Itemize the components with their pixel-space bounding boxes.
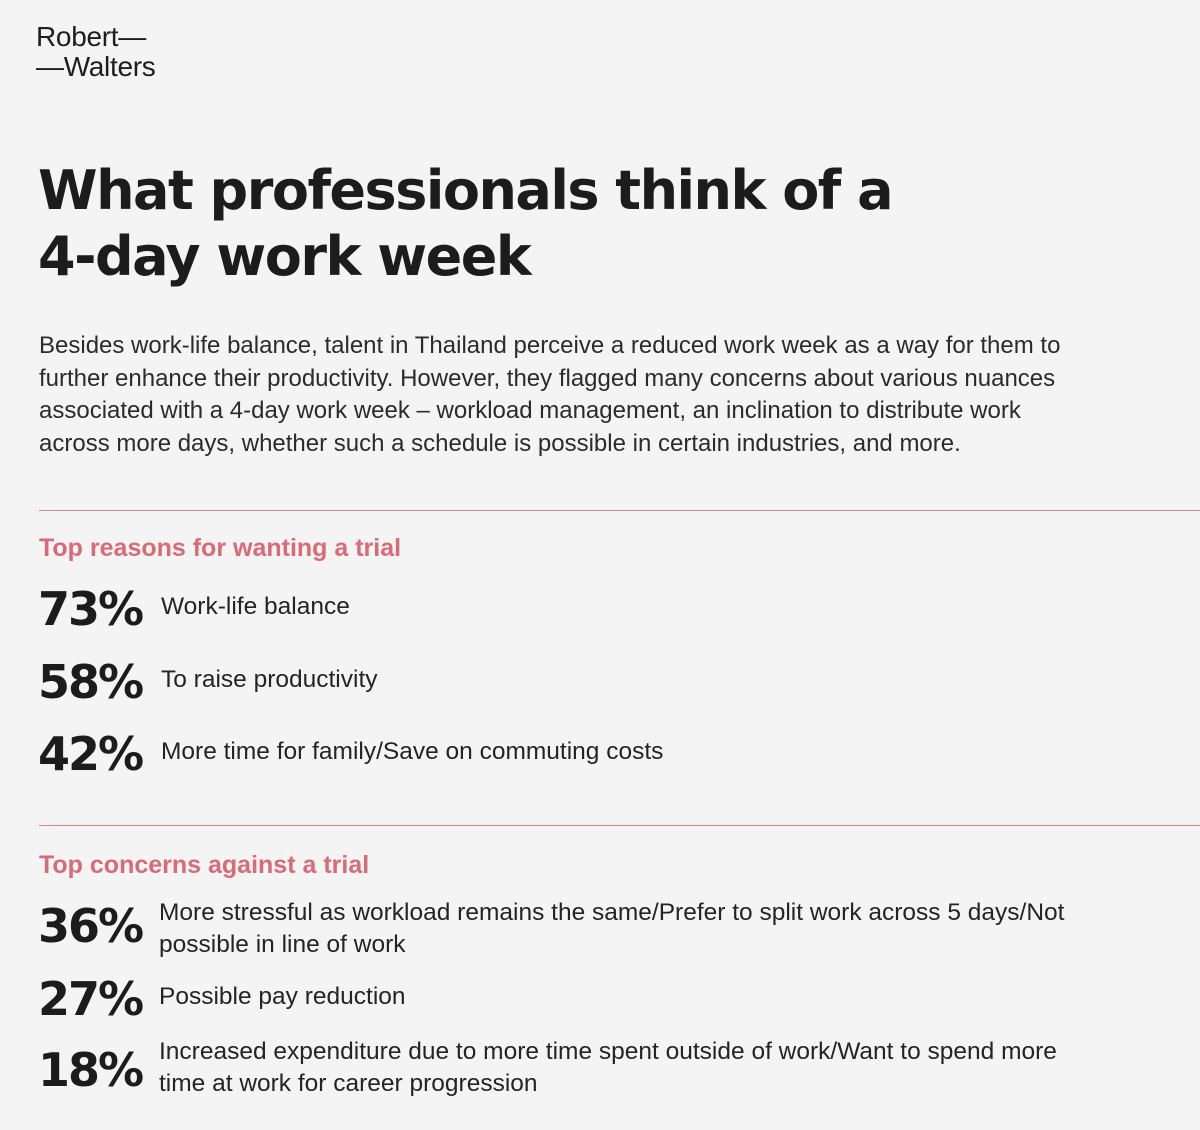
intro-paragraph [39,330,1189,460]
section-divider [39,510,1200,511]
intro-line: further enhance their productivity. However, they flagged many concerns about various nuances [39,364,1056,392]
reason-label [161,591,1171,623]
logo-line-1: Robert— [36,21,146,52]
concern-percent: 36% [38,899,143,953]
concern-label-line: More stressful as workload remains the same/Prefer to split work across 5 days/Not [159,899,1065,926]
concern-label [159,1036,1169,1100]
concern-label-line: time at work for career progression [159,1070,538,1097]
page-title-line-2: 4-day work week [38,225,531,288]
section-divider [39,825,1200,826]
concern-percent: 18% [38,1043,143,1097]
reason-label [161,736,1171,768]
concern-label-line: possible in line of work [159,931,406,958]
reason-label-line: More time for family/Save on commuting costs [161,738,664,765]
intro-line: Besides work-life balance, talent in Thailand perceive a reduced work week as a way for them to [39,332,1061,359]
concern-label-line: Possible pay reduction [159,983,406,1010]
reason-percent: 73% [38,582,143,636]
reasons-section-title: Top reasons for wanting a trial [39,534,402,562]
page-title [38,158,1038,290]
brand-logo [36,22,155,82]
logo-line-2: —Walters [36,51,156,82]
reason-item [38,656,1188,726]
concern-label-line: Increased expenditure due to more time spent outside of work/Want to spend more [159,1038,1057,1065]
concern-percent: 27% [38,972,143,1026]
concern-label [159,981,1169,1013]
concerns-section-title: Top concerns against a trial [39,851,370,879]
concern-item [38,900,1188,970]
intro-line: across more days, whether such a schedule is possible in certain industries, and more. [39,429,961,457]
reason-label-line: To raise productivity [161,666,378,693]
concern-item [38,1038,1188,1114]
reason-label-line: Work-life balance [161,593,350,620]
intro-line: associated with a 4-day work week – workload management, an inclination to distribute work [39,397,1021,424]
reason-percent: 42% [38,727,143,781]
reason-item [38,583,1188,653]
page-title-line-1: What professionals think of a [38,159,893,222]
reason-label [161,664,1171,696]
concern-label [159,897,1169,961]
concern-item [38,973,1188,1043]
reason-percent: 58% [38,655,143,709]
reason-item [38,728,1188,798]
